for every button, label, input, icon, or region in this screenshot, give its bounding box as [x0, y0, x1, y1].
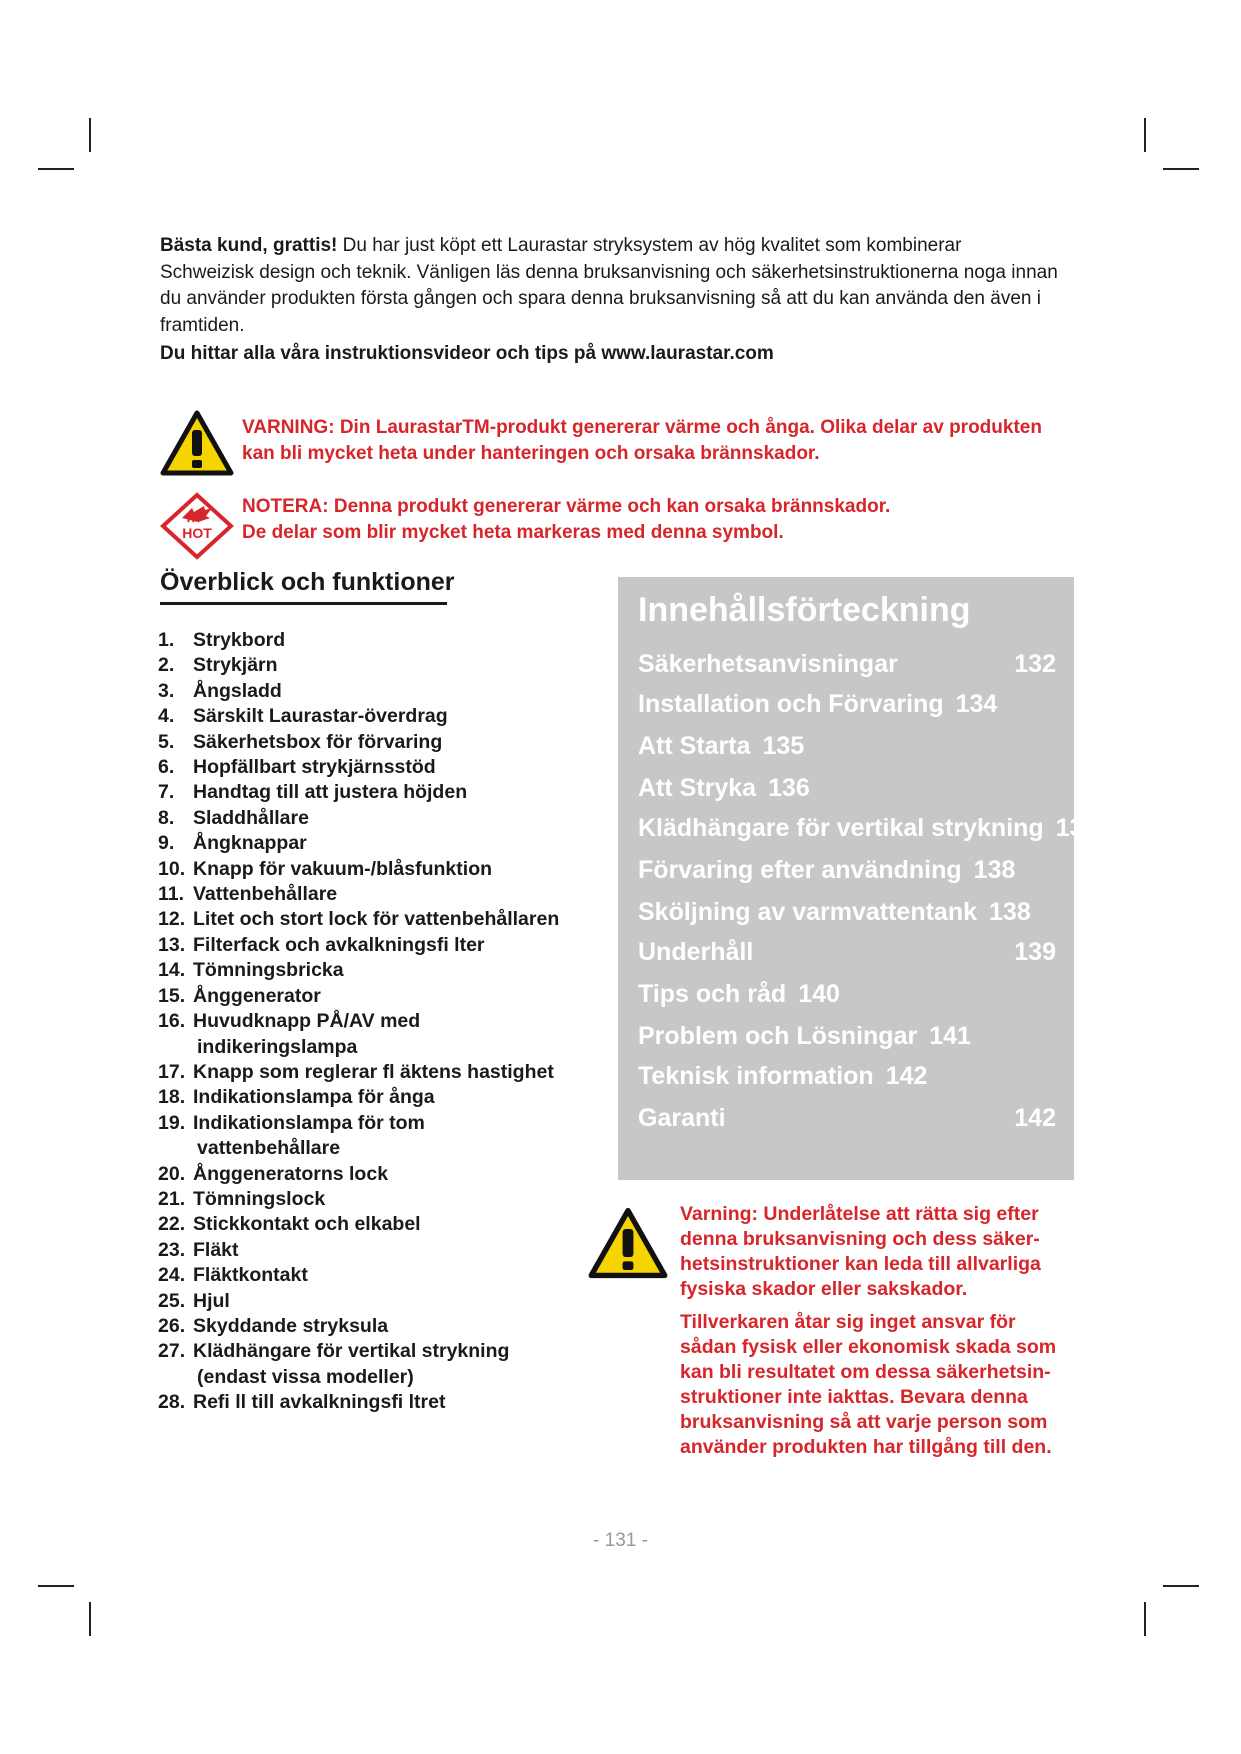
overview-item-number: 26. [158, 1314, 186, 1337]
overview-item-label: Filterfack och avkalkningsfi lter [193, 933, 485, 956]
overview-item-number: 12. [158, 908, 186, 931]
overview-item-number: 20. [158, 1162, 186, 1185]
overview-item-label: Fläktkontakt [193, 1264, 308, 1287]
overview-item [158, 1314, 559, 1339]
overview-item [158, 1187, 559, 1212]
toc-entry[interactable] [638, 938, 1056, 967]
overview-item-number: 27. [158, 1340, 186, 1363]
overview-item [158, 1162, 559, 1187]
intro-body: Du har just köpt ett Laurastar stryksystem av hög kvalitet som kombinerar Schweizisk design och teknik. Vänligen läs denna bruksanvisning och säkerhetsinstruktionerna noga innan du använder produkten första gången och spara denna bruksanvisning så att du kan använda den även i framtiden. [160, 235, 1058, 336]
overview-item [158, 704, 559, 729]
toc-entry[interactable] [638, 1104, 1056, 1133]
toc-entry-page: 137 [1055, 814, 1098, 842]
overview-item-label: Stickkontakt och elkabel [193, 1213, 421, 1236]
notice-body: Denna produkt genererar värme och kan orsaka brännskador. [328, 496, 891, 517]
toc-entry-page: 142 [1014, 1104, 1056, 1132]
overview-item-label: Knapp för vakuum-/blåsfunktion [193, 857, 493, 880]
toc-entry-page: 136 [768, 774, 810, 802]
overview-item-label: Strykjärn [193, 654, 278, 677]
toc-entry[interactable] [638, 774, 1056, 803]
overview-item-label: Vattenbehållare [193, 883, 338, 906]
overview-item-number: 2. [158, 654, 175, 677]
overview-item-label: Fläkt [193, 1238, 239, 1261]
overview-title-underline [160, 602, 447, 605]
warning-triangle-icon [160, 410, 234, 484]
overview-item-label: Huvudknapp PÅ/AV med [193, 1010, 421, 1033]
crop-mark [38, 168, 74, 170]
toc-entry-page: 134 [955, 690, 998, 718]
toc-entry-label: Installation och Förvaring [638, 690, 944, 718]
overview-item-number: 19. [158, 1111, 186, 1134]
hot-icon-text: HOT [182, 525, 212, 541]
overview-item-label: Säkerhetsbox för förvaring [193, 730, 443, 753]
overview-item-label: Klädhängare för vertikal strykning [193, 1340, 510, 1363]
toc-entry-page: 138 [989, 898, 1031, 926]
overview-item-label: Litet och stort lock för vattenbehållaren [193, 908, 560, 931]
warning-block [160, 415, 1060, 475]
overview-item [158, 780, 559, 805]
overview-item [158, 653, 559, 678]
overview-item [158, 984, 559, 1009]
overview-item [158, 628, 559, 653]
overview-item [158, 1238, 559, 1263]
overview-item-label: Sladdhållare [193, 806, 309, 829]
toc-entry-page: 132 [1014, 650, 1056, 678]
overview-item [158, 1212, 559, 1237]
toc-entry[interactable] [638, 898, 1056, 927]
intro-web-link-text: Du hittar alla våra instruktionsvideor och tips på www.laurastar.com [160, 343, 774, 364]
overview-item [158, 1289, 559, 1314]
toc-entry[interactable] [638, 732, 1056, 761]
toc-entry-label: Sköljning av varmvattentank [638, 898, 978, 926]
toc-title: Innehållsförteckning [638, 591, 971, 629]
overview-item-label: Knapp som reglerar fl äktens hastighet [193, 1060, 554, 1083]
toc-entry-label: Problem och Lösningar [638, 1022, 918, 1050]
overview-item-label: Tömningsbricka [193, 959, 344, 982]
overview-item-number: 10. [158, 857, 186, 880]
toc-entry-label: Klädhängare för vertikal strykning [638, 814, 1044, 842]
overview-item-label: Skyddande stryksula [193, 1314, 389, 1337]
overview-item-number: 7. [158, 781, 175, 804]
overview-item-label: Särskilt Laurastar-överdrag [193, 705, 448, 728]
overview-item-continuation: (endast vissa modeller) [197, 1365, 414, 1388]
toc-entry-label: Teknisk information [638, 1062, 874, 1090]
toc-entry-page: 142 [885, 1062, 928, 1090]
overview-item-label: Ångsladd [193, 679, 282, 702]
notice-body-2: De delar som blir mycket heta markeras med denna symbol. [242, 522, 784, 543]
overview-item-number: 25. [158, 1289, 186, 1312]
warning-triangle-icon [588, 1207, 668, 1284]
toc-entry[interactable] [638, 856, 1056, 885]
toc-entry-label: Underhåll [638, 938, 754, 966]
overview-item-number: 5. [158, 730, 175, 753]
overview-item [158, 730, 559, 755]
intro-paragraph [160, 233, 1060, 368]
overview-item-number: 6. [158, 756, 175, 779]
page-number: - 131 - [593, 1530, 648, 1551]
overview-item-label: Strykbord [193, 629, 286, 651]
overview-item-number: 21. [158, 1187, 186, 1210]
overview-item-label: Tömningslock [193, 1187, 326, 1210]
warning-label: VARNING: [242, 417, 335, 438]
crop-mark [1144, 1602, 1146, 1636]
toc-entry-page: 135 [762, 732, 805, 760]
notice-label: NOTERA: [242, 496, 329, 517]
toc-entry-page: 139 [1014, 938, 1056, 966]
overview-item [158, 806, 559, 831]
overview-item-number: 4. [158, 705, 175, 728]
overview-item [158, 882, 559, 907]
crop-mark [38, 1585, 74, 1587]
overview-item-number: 11. [158, 883, 185, 906]
overview-item-number: 24. [158, 1264, 186, 1287]
overview-item [158, 1009, 559, 1060]
warning-text [242, 415, 1062, 467]
toc-entry[interactable] [638, 650, 1056, 679]
overview-item [158, 755, 559, 780]
overview-title: Överblick och funktioner [160, 568, 455, 596]
toc-entry-page: 138 [973, 856, 1016, 884]
toc-entry-label: Att Stryka [638, 774, 757, 802]
overview-item-label: Ånggeneratorns lock [193, 1162, 389, 1185]
toc-entry-page: 141 [929, 1022, 971, 1050]
overview-item-label: Hopfällbart strykjärnsstöd [193, 756, 436, 779]
liability-warning-p2: Tillverkaren åtar sig inget ansvar för sådan fysisk eller ekonomisk skada som kan bli resultatet om dessa säkerhetsin-struktioner inte iakttas. Bevara denna bruksanvisning så att varje person som använder produkten har tillgång till den. [680, 1311, 1057, 1458]
toc-entry-label: Att Starta [638, 732, 751, 760]
overview-item-label: Ångknappar [193, 832, 307, 855]
overview-item-number: 3. [158, 679, 175, 702]
toc-entry-page: 140 [798, 980, 840, 1008]
overview-item-number: 14. [158, 959, 186, 982]
overview-item [158, 907, 559, 932]
overview-item [158, 857, 559, 882]
overview-item-label: Refi ll till avkalkningsfi ltret [193, 1391, 446, 1414]
overview-item [158, 831, 559, 856]
crop-mark [1163, 168, 1199, 170]
toc-entry[interactable] [638, 980, 1056, 1009]
warning-body: Din LaurastarTM-produkt genererar värme och ånga. Olika delar av produkten kan bli mycket heta under hanteringen och orsaka brännskador. [242, 417, 1042, 464]
intro-lead: Bästa kund, grattis! [160, 235, 338, 256]
toc-entry-label: Säkerhetsanvisningar [638, 650, 898, 678]
toc-entry[interactable] [638, 1022, 1056, 1051]
overview-item-number: 17. [158, 1060, 186, 1083]
notice-text [242, 494, 1062, 546]
toc-entry-label: Förvaring efter användning [638, 856, 962, 884]
table-of-contents [618, 577, 1098, 1180]
overview-item-label: Ånggenerator [193, 984, 321, 1007]
overview-item [158, 1060, 559, 1085]
toc-entry[interactable] [638, 814, 1098, 843]
notice-block [160, 494, 1060, 554]
overview-item-label: Hjul [193, 1289, 230, 1312]
overview-item [158, 933, 559, 958]
overview-item-number: 23. [158, 1238, 186, 1261]
overview-item-number: 15. [158, 984, 186, 1007]
overview-item-label: Indikationslampa för ånga [193, 1086, 435, 1109]
overview-item-number: 13. [158, 933, 186, 956]
overview-item-number: 22. [158, 1213, 186, 1236]
overview-item [158, 958, 559, 983]
overview-item-number: 16. [158, 1010, 186, 1033]
overview-item-number: 28. [158, 1391, 186, 1414]
overview-item [158, 1263, 559, 1288]
overview-item [158, 1390, 559, 1415]
overview-item-number: 18. [158, 1086, 186, 1109]
overview-item-label: Indikationslampa för tom [193, 1111, 425, 1134]
liability-warning [680, 1202, 1070, 1468]
overview-item [158, 679, 559, 704]
toc-entry-label: Garanti [638, 1104, 726, 1132]
overview-item [158, 1085, 559, 1110]
overview-item-number: 8. [158, 806, 175, 829]
overview-item [158, 1111, 559, 1162]
crop-mark [89, 1602, 91, 1636]
toc-entry[interactable] [638, 1062, 1056, 1091]
overview-item [158, 1339, 559, 1390]
overview-item-number: 9. [158, 832, 175, 855]
hot-surface-icon [160, 492, 234, 568]
liability-warning-p1: Varning: Underlåtelse att rätta sig efter denna bruksanvisning och dess säker-hetsinstruktioner kan leda till allvarliga fysiska skador eller sakskador. [680, 1203, 1041, 1300]
toc-entry[interactable] [638, 690, 1056, 719]
overview-item-continuation: vattenbehållare [197, 1137, 341, 1160]
overview-item-number: 1. [158, 629, 175, 651]
crop-mark [1144, 118, 1146, 152]
crop-mark [1163, 1585, 1199, 1587]
crop-mark [89, 118, 91, 152]
toc-entry-label: Tips och råd [638, 980, 787, 1008]
overview-item-label: Handtag till att justera höjden [193, 781, 468, 804]
overview-item-continuation: indikeringslampa [197, 1035, 358, 1058]
overview-list [158, 628, 559, 1416]
